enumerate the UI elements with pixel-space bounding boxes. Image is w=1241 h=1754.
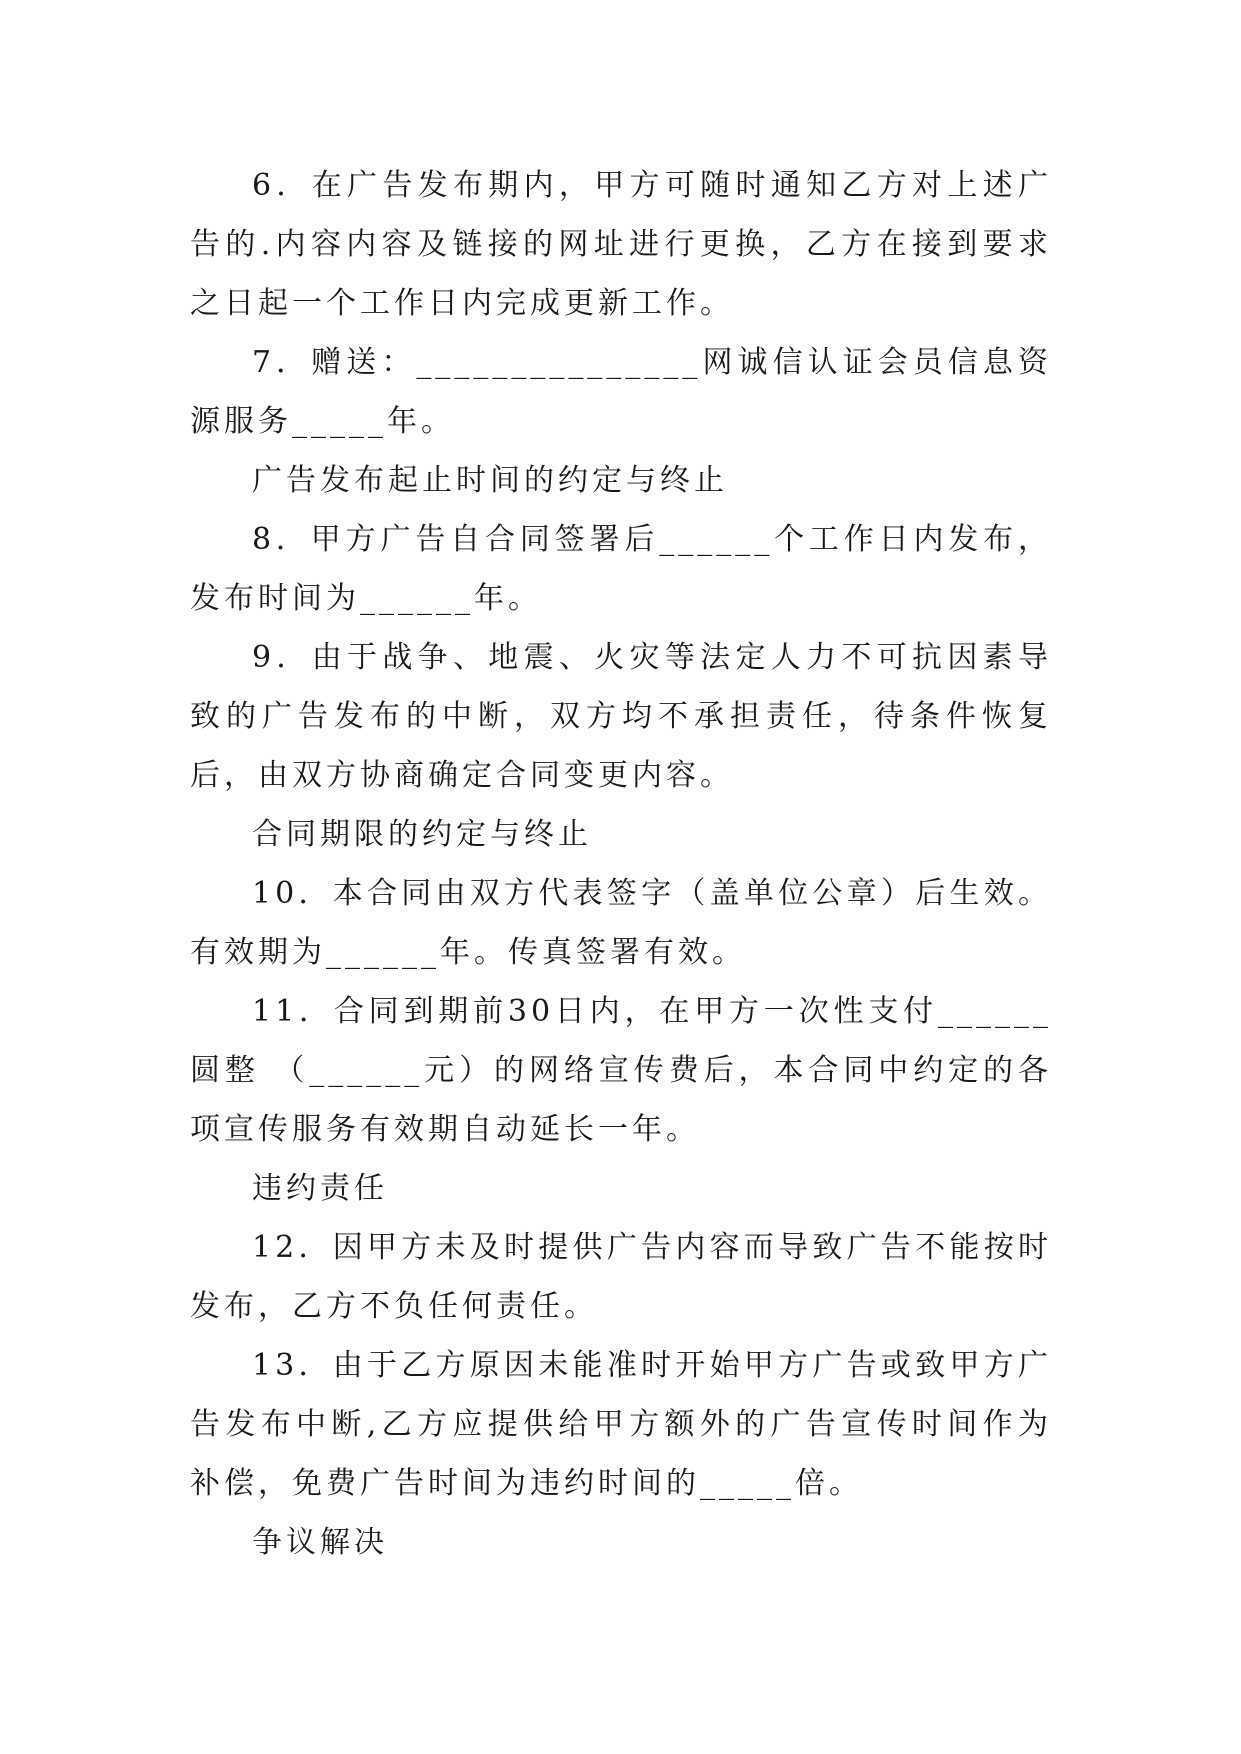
section-heading-breach: 违约责任 (252, 1171, 388, 1206)
section-heading-contract-term: 合同期限的约定与终止 (252, 817, 592, 852)
clause-6: 6．在广告发布期内，甲方可随时通知乙方对上述广告的.内容内容及链接的网址进行更换，乙方在接到要求之日起一个工作日内完成更新工作。 (190, 168, 1052, 321)
section-heading-ad-period: 广告发布起止时间的约定与终止 (252, 463, 728, 498)
section-heading-dispute: 争议解决 (252, 1525, 388, 1560)
clause-12: 12．因甲方未及时提供广告内容而导致广告不能按时发布，乙方不负任何责任。 (190, 1230, 1052, 1324)
clause-10: 10．本合同由双方代表签字（盖单位公章）后生效。有效期为______年。传真签署有效。 (190, 876, 1052, 970)
clause-13: 13．由于乙方原因未能准时开始甲方广告或致甲方广告发布中断,乙方应提供给甲方额外的广告宣传时间作为补偿，免费广告时间为违约时间的_____倍。 (190, 1348, 1052, 1501)
clause-7: 7．赠送：_______________网诚信认证会员信息资源服务_____年。 (190, 345, 1052, 439)
clause-8: 8．甲方广告自合同签署后______个工作日内发布，发布时间为______年。 (190, 522, 1052, 616)
document-page (190, 156, 1052, 1572)
clause-9: 9．由于战争、地震、火灾等法定人力不可抗因素导致的广告发布的中断，双方均不承担责任，待条件恢复后，由双方协商确定合同变更内容。 (190, 640, 1052, 793)
clause-11: 11．合同到期前30日内，在甲方一次性支付______圆整 （______元）的网络宣传费后，本合同中约定的各项宣传服务有效期自动延长一年。 (190, 994, 1052, 1147)
